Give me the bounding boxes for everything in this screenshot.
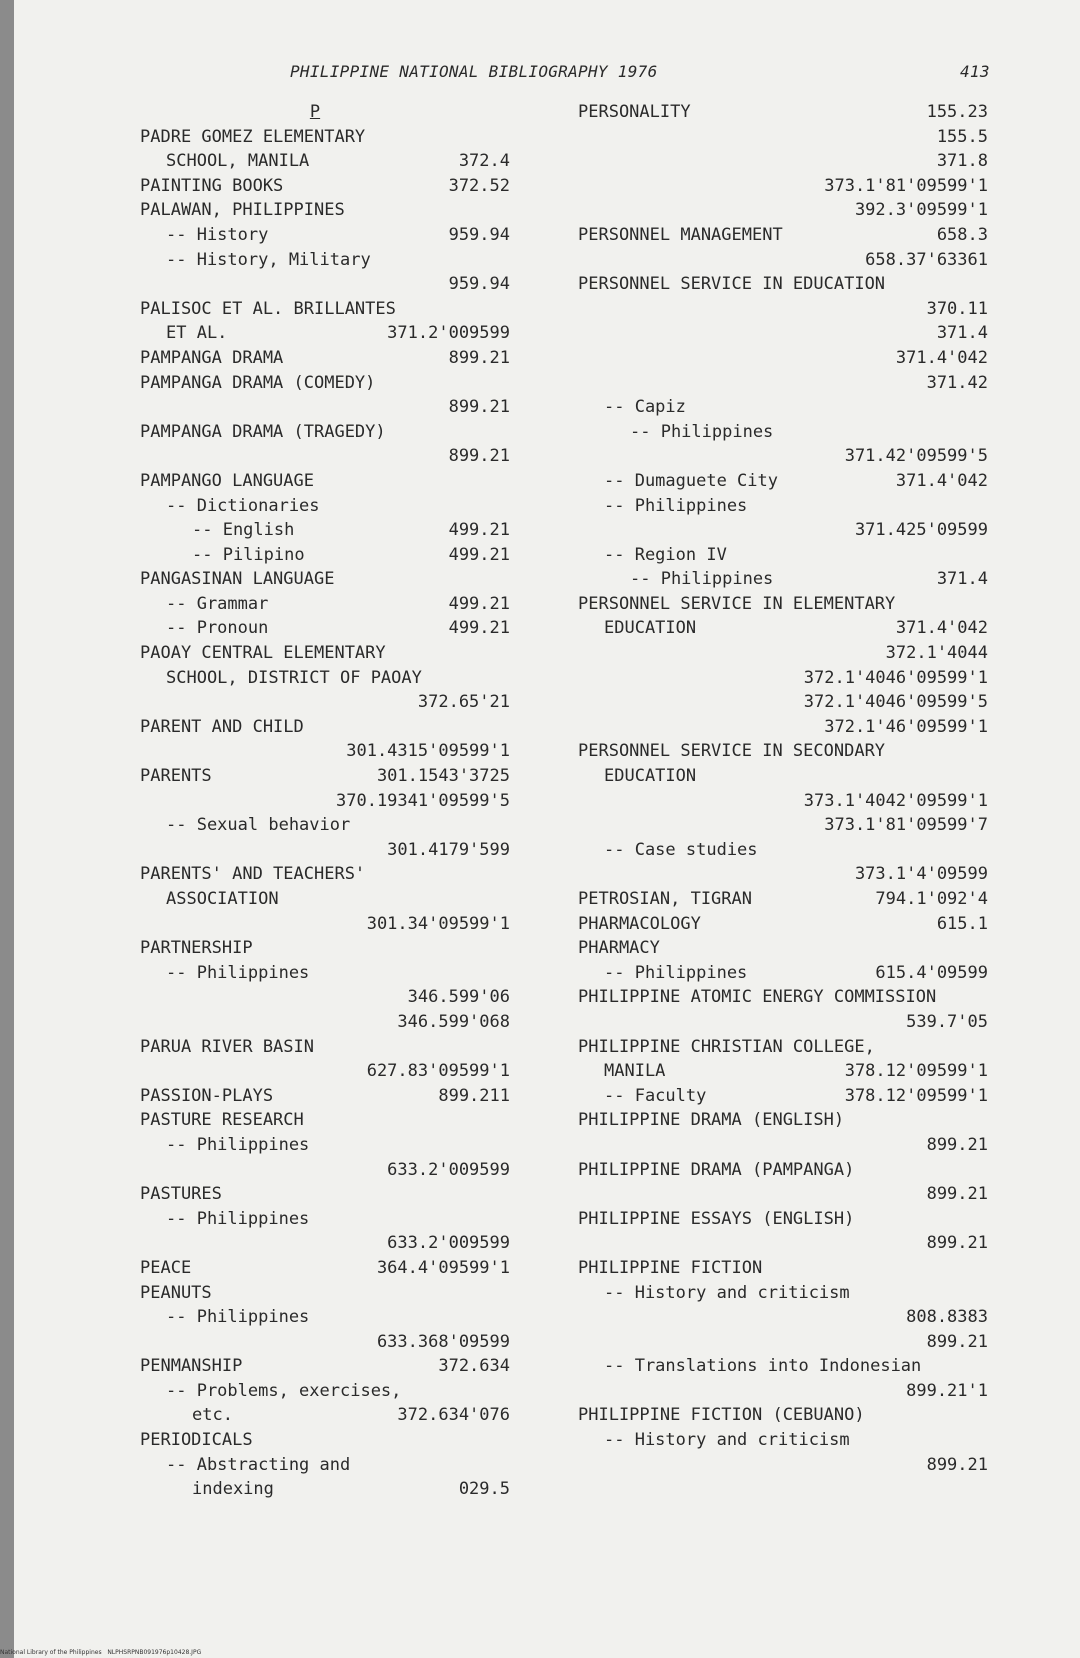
index-entry bbox=[578, 739, 1018, 764]
entry-heading: PHARMACY bbox=[578, 938, 660, 959]
entry-heading: -- Philippines bbox=[166, 1307, 310, 1328]
entry-heading: PERIODICALS bbox=[140, 1430, 253, 1451]
index-entry bbox=[140, 1133, 510, 1158]
index-entry bbox=[578, 125, 1018, 150]
index-entry bbox=[578, 789, 1018, 814]
classification-number: 372.52 bbox=[448, 175, 510, 196]
classification-number: 899.211 bbox=[438, 1085, 510, 1106]
entry-heading: PAOAY CENTRAL ELEMENTARY bbox=[140, 643, 386, 664]
classification-number: 499.21 bbox=[448, 520, 510, 541]
right-column bbox=[578, 100, 1018, 1477]
index-entry bbox=[578, 346, 1018, 371]
index-entry bbox=[578, 1207, 1018, 1232]
classification-number: 372.65'21 bbox=[417, 692, 510, 713]
classification-number: 371.2'009599 bbox=[387, 323, 510, 344]
index-entry bbox=[578, 1428, 1018, 1453]
classification-number: 959.94 bbox=[448, 224, 510, 245]
classification-number: 371.4 bbox=[936, 323, 988, 344]
index-entry bbox=[578, 174, 1018, 199]
classification-number: 899.21 bbox=[448, 446, 510, 467]
entry-heading: -- Pilipino bbox=[192, 544, 305, 565]
index-entry bbox=[140, 494, 510, 519]
classification-number: 615.4'09599 bbox=[875, 962, 988, 983]
entry-heading: ET AL. bbox=[166, 323, 228, 344]
entry-heading: -- Dictionaries bbox=[166, 495, 320, 516]
entry-heading: PAINTING BOOKS bbox=[140, 175, 284, 196]
index-entry bbox=[140, 125, 510, 150]
entry-heading: PASTURE RESEARCH bbox=[140, 1110, 304, 1131]
entry-heading: PAMPANGA DRAMA (COMEDY) bbox=[140, 372, 376, 393]
entry-heading: PANGASINAN LANGUAGE bbox=[140, 569, 335, 590]
entry-heading: -- Faculty bbox=[604, 1085, 707, 1106]
index-entry bbox=[578, 371, 1018, 396]
classification-number: 899.21 bbox=[448, 397, 510, 418]
index-entry bbox=[140, 1379, 510, 1404]
index-entry bbox=[140, 1354, 510, 1379]
index-entry bbox=[140, 887, 510, 912]
index-entry bbox=[578, 420, 1018, 445]
index-entry bbox=[578, 1010, 1018, 1035]
classification-number: 372.1'4044 bbox=[885, 643, 988, 664]
entry-heading: etc. bbox=[192, 1405, 233, 1426]
entry-heading: -- Dumaguete City bbox=[604, 470, 778, 491]
index-entry bbox=[578, 223, 1018, 248]
classification-number: 373.1'81'09599'7 bbox=[824, 815, 988, 836]
index-entry bbox=[140, 912, 510, 937]
left-column bbox=[140, 100, 510, 1502]
index-entry bbox=[578, 1182, 1018, 1207]
index-entry bbox=[578, 1305, 1018, 1330]
index-entry bbox=[140, 469, 510, 494]
entry-heading: PEACE bbox=[140, 1257, 192, 1278]
index-entry bbox=[140, 666, 510, 691]
classification-number: 392.3'09599'1 bbox=[854, 200, 988, 221]
classification-number: 899.21'1 bbox=[906, 1380, 988, 1401]
entry-heading: -- Philippines bbox=[166, 962, 310, 983]
classification-number: 899.21 bbox=[926, 1454, 988, 1475]
index-entry bbox=[578, 1231, 1018, 1256]
entry-heading: SCHOOL, MANILA bbox=[166, 151, 310, 172]
index-entry bbox=[140, 961, 510, 986]
classification-number: 899.21 bbox=[926, 1134, 988, 1155]
classification-number: 378.12'09599'1 bbox=[844, 1061, 988, 1082]
index-entry bbox=[578, 616, 1018, 641]
index-entry bbox=[578, 1379, 1018, 1404]
index-entry bbox=[140, 518, 510, 543]
entry-heading: -- Philippines bbox=[630, 421, 774, 442]
classification-number: 371.8 bbox=[936, 151, 988, 172]
classification-number: 346.599'068 bbox=[397, 1011, 510, 1032]
entry-heading: -- Philippines bbox=[166, 1208, 310, 1229]
index-entry bbox=[578, 838, 1018, 863]
classification-number: 371.4'042 bbox=[895, 347, 988, 368]
footer-library: National Library of the Philippines bbox=[0, 1649, 102, 1656]
entry-heading: -- History, Military bbox=[166, 249, 371, 270]
index-entry bbox=[578, 862, 1018, 887]
index-entry bbox=[140, 592, 510, 617]
entry-heading: indexing bbox=[192, 1479, 274, 1500]
page-binding-edge bbox=[0, 0, 14, 1658]
index-entry bbox=[578, 715, 1018, 740]
entry-heading: PENMANSHIP bbox=[140, 1356, 243, 1377]
index-entry bbox=[578, 1453, 1018, 1478]
entry-heading: PHILIPPINE ESSAYS (ENGLISH) bbox=[578, 1208, 855, 1229]
index-entry bbox=[578, 592, 1018, 617]
classification-number: 633.2'009599 bbox=[387, 1233, 510, 1254]
entry-heading: PAMPANGA DRAMA bbox=[140, 347, 284, 368]
classification-number: 371.4'042 bbox=[895, 618, 988, 639]
entry-heading: -- History and criticism bbox=[604, 1430, 850, 1451]
classification-number: 371.42 bbox=[926, 372, 988, 393]
entry-heading: -- Sexual behavior bbox=[166, 815, 351, 836]
classification-number: 370.11 bbox=[926, 298, 988, 319]
entry-heading: -- History bbox=[166, 224, 269, 245]
index-entry bbox=[578, 1354, 1018, 1379]
index-entry bbox=[140, 371, 510, 396]
footer-file: NLPHSRPNB091976p10428.JPG bbox=[107, 1649, 202, 1656]
classification-number: 373.1'4042'09599'1 bbox=[803, 790, 988, 811]
index-entry bbox=[578, 641, 1018, 666]
index-entry bbox=[140, 1256, 510, 1281]
index-entry bbox=[578, 1158, 1018, 1183]
classification-number: 633.2'009599 bbox=[387, 1159, 510, 1180]
entry-heading: EDUCATION bbox=[604, 618, 697, 639]
classification-number: 301.4179'599 bbox=[387, 839, 510, 860]
classification-number: 627.83'09599'1 bbox=[366, 1061, 510, 1082]
entry-heading: PERSONNEL SERVICE IN ELEMENTARY bbox=[578, 593, 896, 614]
index-entry bbox=[140, 616, 510, 641]
index-entry bbox=[578, 1403, 1018, 1428]
entry-heading: PAMPANGO LANGUAGE bbox=[140, 470, 314, 491]
classification-number: 371.4'042 bbox=[895, 470, 988, 491]
entry-heading: PARENT AND CHILD bbox=[140, 716, 304, 737]
classification-number: 539.7'05 bbox=[906, 1011, 988, 1032]
classification-number: 899.21 bbox=[926, 1233, 988, 1254]
entry-heading: PARUA RIVER BASIN bbox=[140, 1036, 314, 1057]
index-entry bbox=[140, 1207, 510, 1232]
classification-number: 371.425'09599 bbox=[854, 520, 988, 541]
index-entry bbox=[140, 1403, 510, 1428]
entry-heading: PERSONNEL SERVICE IN EDUCATION bbox=[578, 274, 886, 295]
entry-heading: PHILIPPINE FICTION bbox=[578, 1257, 763, 1278]
index-entry bbox=[140, 813, 510, 838]
index-entry bbox=[140, 739, 510, 764]
classification-number: 378.12'09599'1 bbox=[844, 1085, 988, 1106]
classification-number: 372.4 bbox=[458, 151, 510, 172]
classification-number: 370.19341'09599'5 bbox=[336, 790, 510, 811]
index-entry bbox=[140, 420, 510, 445]
entry-heading: PHILIPPINE ATOMIC ENERGY COMMISSION bbox=[578, 987, 937, 1008]
entry-heading: -- Region IV bbox=[604, 544, 727, 565]
classification-number: 372.1'4046'09599'1 bbox=[803, 667, 988, 688]
entry-heading: SCHOOL, DISTRICT OF PAOAY bbox=[166, 667, 422, 688]
classification-number: 794.1'092'4 bbox=[875, 889, 988, 909]
index-entry bbox=[140, 1059, 510, 1084]
index-entry bbox=[140, 985, 510, 1010]
index-entry bbox=[140, 444, 510, 469]
index-entry bbox=[140, 1010, 510, 1035]
index-entry bbox=[140, 149, 510, 174]
classification-number: 301.1543'3725 bbox=[376, 766, 510, 787]
index-entry bbox=[140, 567, 510, 592]
classification-number: 301.34'09599'1 bbox=[366, 913, 510, 934]
index-entry bbox=[578, 1256, 1018, 1281]
entry-heading: -- Philippines bbox=[630, 569, 774, 590]
entry-heading: -- Capiz bbox=[604, 397, 686, 418]
index-entry bbox=[140, 321, 510, 346]
classification-number: 346.599'06 bbox=[407, 987, 510, 1008]
index-entry bbox=[578, 469, 1018, 494]
entry-heading: PASTURES bbox=[140, 1184, 222, 1205]
entry-heading: -- Translations into Indonesian bbox=[604, 1356, 922, 1377]
entry-heading: MANILA bbox=[604, 1061, 666, 1082]
index-entry bbox=[578, 395, 1018, 420]
classification-number: 899.21 bbox=[926, 1184, 988, 1205]
page-number: 413 bbox=[960, 62, 990, 81]
classification-number: 372.634'076 bbox=[397, 1405, 510, 1426]
entry-heading: PEANUTS bbox=[140, 1282, 212, 1303]
scan-footer bbox=[0, 1649, 201, 1656]
section-letter: P bbox=[309, 102, 321, 122]
index-entry bbox=[578, 1133, 1018, 1158]
classification-number: 899.21 bbox=[448, 347, 510, 368]
classification-number: 808.8383 bbox=[906, 1307, 988, 1328]
entry-heading: PADRE GOMEZ ELEMENTARY bbox=[140, 126, 366, 147]
entry-heading: -- History and criticism bbox=[604, 1282, 850, 1303]
entry-heading: PARENTS' AND TEACHERS' bbox=[140, 864, 366, 885]
index-entry bbox=[578, 936, 1018, 961]
entry-heading: PARTNERSHIP bbox=[140, 938, 253, 959]
index-entry bbox=[578, 1084, 1018, 1109]
classification-number: 615.1 bbox=[936, 913, 988, 934]
index-entry bbox=[578, 149, 1018, 174]
classification-number: 658.3 bbox=[936, 224, 988, 245]
index-entry bbox=[140, 395, 510, 420]
index-entry bbox=[578, 248, 1018, 273]
index-entry bbox=[140, 789, 510, 814]
entry-heading: -- Philippines bbox=[166, 1134, 310, 1155]
entry-heading: PAMPANGA DRAMA (TRAGEDY) bbox=[140, 421, 386, 442]
index-entry bbox=[140, 690, 510, 715]
entry-heading: PHILIPPINE FICTION (CEBUANO) bbox=[578, 1405, 865, 1426]
index-entry bbox=[140, 1305, 510, 1330]
index-entry bbox=[140, 223, 510, 248]
index-entry bbox=[578, 321, 1018, 346]
classification-number: 155.23 bbox=[926, 102, 988, 122]
classification-number: 155.5 bbox=[936, 126, 988, 147]
entry-heading: PERSONNEL MANAGEMENT bbox=[578, 224, 783, 245]
classification-number: 372.1'4046'09599'5 bbox=[803, 692, 988, 713]
index-entry bbox=[578, 813, 1018, 838]
classification-number: 658.37'63361 bbox=[865, 249, 988, 270]
index-entry bbox=[140, 936, 510, 961]
index-entry bbox=[140, 1428, 510, 1453]
index-entry bbox=[140, 297, 510, 322]
index-entry bbox=[578, 518, 1018, 543]
entry-heading: -- English bbox=[192, 520, 295, 541]
index-entry bbox=[140, 838, 510, 863]
index-entry bbox=[578, 887, 1018, 912]
entry-heading: EDUCATION bbox=[604, 766, 697, 787]
classification-number: 899.21 bbox=[926, 1331, 988, 1352]
classification-number: 633.368'09599 bbox=[376, 1331, 510, 1352]
entry-heading: PHILIPPINE CHRISTIAN COLLEGE, bbox=[578, 1036, 875, 1057]
index-entry bbox=[140, 862, 510, 887]
entry-heading: PERSONALITY bbox=[578, 102, 691, 122]
classification-number: 372.1'46'09599'1 bbox=[824, 716, 988, 737]
entry-heading: PASSION-PLAYS bbox=[140, 1085, 274, 1106]
index-entry bbox=[578, 543, 1018, 568]
classification-number: 499.21 bbox=[448, 544, 510, 565]
entry-heading: PHILIPPINE DRAMA (ENGLISH) bbox=[578, 1110, 845, 1131]
entry-heading: PALISOC ET AL. BRILLANTES bbox=[140, 298, 396, 319]
index-entry bbox=[578, 1035, 1018, 1060]
entry-heading: PHARMACOLOGY bbox=[578, 913, 701, 934]
entry-heading: -- Grammar bbox=[166, 593, 269, 614]
classification-number: 499.21 bbox=[448, 593, 510, 614]
index-entry bbox=[578, 985, 1018, 1010]
classification-number: 364.4'09599'1 bbox=[376, 1257, 510, 1278]
index-entry bbox=[578, 1281, 1018, 1306]
classification-number: 371.42'09599'5 bbox=[844, 446, 988, 467]
entry-heading: PETROSIAN, TIGRAN bbox=[578, 889, 752, 909]
entry-heading: PALAWAN, PHILIPPINES bbox=[140, 200, 345, 221]
index-entry bbox=[140, 174, 510, 199]
entry-heading: -- Philippines bbox=[604, 962, 748, 983]
index-entry bbox=[140, 1330, 510, 1355]
entry-heading: -- Philippines bbox=[604, 495, 748, 516]
index-entry bbox=[578, 666, 1018, 691]
index-entry bbox=[140, 1453, 510, 1478]
classification-number: 499.21 bbox=[448, 618, 510, 639]
index-entry bbox=[140, 1158, 510, 1183]
index-entry bbox=[140, 1182, 510, 1207]
running-header bbox=[290, 62, 990, 81]
entry-heading: -- Problems, exercises, bbox=[166, 1380, 402, 1401]
index-entry bbox=[140, 1281, 510, 1306]
index-entry bbox=[578, 100, 1018, 125]
index-entry bbox=[140, 248, 510, 273]
index-entry bbox=[140, 764, 510, 789]
entry-heading: ASSOCIATION bbox=[166, 889, 279, 909]
header-title: PHILIPPINE NATIONAL BIBLIOGRAPHY 1976 bbox=[290, 62, 658, 81]
index-entry bbox=[578, 764, 1018, 789]
index-entry bbox=[140, 641, 510, 666]
index-entry bbox=[140, 1231, 510, 1256]
entry-heading: -- Case studies bbox=[604, 839, 758, 860]
index-entry bbox=[578, 1108, 1018, 1133]
index-entry bbox=[140, 1477, 510, 1502]
index-entry bbox=[578, 444, 1018, 469]
entry-heading: PHILIPPINE DRAMA (PAMPANGA) bbox=[578, 1159, 855, 1180]
index-entry bbox=[578, 567, 1018, 592]
classification-number: 371.4 bbox=[936, 569, 988, 590]
index-entry bbox=[578, 912, 1018, 937]
entry-heading: -- Pronoun bbox=[166, 618, 269, 639]
index-entry bbox=[578, 297, 1018, 322]
index-entry bbox=[140, 1035, 510, 1060]
index-entry bbox=[578, 198, 1018, 223]
index-entry bbox=[578, 1059, 1018, 1084]
index-entry bbox=[140, 715, 510, 740]
classification-number: 373.1'81'09599'1 bbox=[824, 175, 988, 196]
classification-number: 372.634 bbox=[438, 1356, 510, 1377]
index-entry bbox=[578, 961, 1018, 986]
index-entry bbox=[140, 543, 510, 568]
index-entry bbox=[140, 272, 510, 297]
index-entry bbox=[140, 198, 510, 223]
index-entry bbox=[140, 1108, 510, 1133]
left-entries bbox=[140, 125, 510, 1502]
right-entries bbox=[578, 100, 1018, 1477]
classification-number: 959.94 bbox=[448, 274, 510, 295]
index-entry bbox=[578, 690, 1018, 715]
index-entry bbox=[578, 272, 1018, 297]
index-entry bbox=[140, 1084, 510, 1109]
index-entry bbox=[578, 1330, 1018, 1355]
entry-heading: PARENTS bbox=[140, 766, 212, 787]
classification-number: 029.5 bbox=[458, 1479, 510, 1500]
classification-number: 373.1'4'09599 bbox=[854, 864, 988, 885]
index-entry bbox=[578, 494, 1018, 519]
entry-heading: -- Abstracting and bbox=[166, 1454, 351, 1475]
classification-number: 301.4315'09599'1 bbox=[346, 741, 510, 762]
entry-heading: PERSONNEL SERVICE IN SECONDARY bbox=[578, 741, 886, 762]
index-entry bbox=[140, 346, 510, 371]
